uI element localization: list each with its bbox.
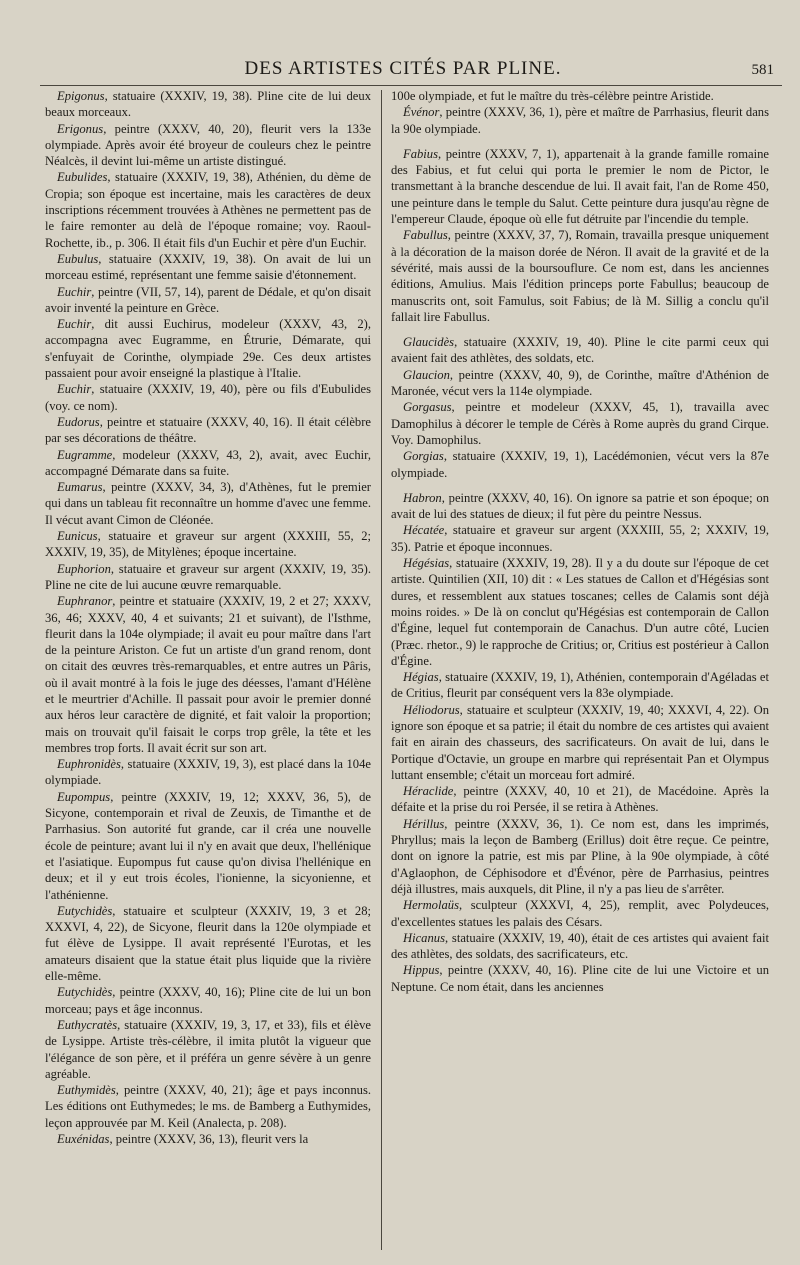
entry — [45, 479, 371, 528]
entry — [45, 88, 371, 121]
entry-text: , statuaire (XXXIV, 19, 40), était de ces artistes qui avaient fait des athlètes, des soldats, des sacrificateurs, etc. — [391, 930, 769, 962]
entry-name: Eudorus — [57, 414, 100, 429]
entry-name: Événor — [403, 105, 440, 120]
entry-text: , peintre (XXXV, 40, 9), de Corinthe, maître d'Athénion de Maronée, vécut vers la 114e olympiade. — [391, 367, 769, 399]
entry — [45, 414, 371, 447]
entry-text: , statuaire (XXXIV, 19, 38). On avait de lui un morceau estimé, représentant une femme saisie d'étonnement. — [45, 251, 371, 283]
entry-name: Eutychidès — [57, 985, 113, 1000]
page-header — [28, 56, 778, 84]
entry-text: , peintre (XXXV, 40, 20), fleurit vers la 133e olympiade. Après avoir été broyeur de couleurs chez le peintre Néalcès, il devint lui-même un artiste distingué. — [45, 121, 371, 169]
entry-name: Euphorion — [57, 561, 111, 576]
entry-name: Eupompus — [57, 789, 111, 804]
entry-text: , peintre (XXXV, 34, 3), d'Athènes, fut le premier qui dans un tableau fit reconnaître un homme d'avec une femme. Il vécut avant Cimon de Cléonée. — [45, 480, 371, 527]
entry-text: , statuaire et graveur sur argent (XXXIII, 55, 2; XXXIV, 19, 35), de Mitylènes; époque incertaine. — [45, 529, 371, 560]
entry-text: , peintre (XXXV, 37, 7), Romain, travailla presque uniquement à la décoration de la maison dorée de Néron. Il avait de la gravité et de la sévérité, mais aussi de la boursouflure. Ce nom est, dans les anciennes éditions, Amulius. Mais l'édition princeps porte Fabullus; beaucoup de manuscrits ont, soit Famulus, soit Fabius; de là M. Sillig a conclu qu'il fallait lire Fabullus. — [391, 228, 769, 324]
entry-name: Eumarus — [57, 480, 103, 495]
entry-text: , peintre (XXXV, 40, 16). On ignore sa patrie et son époque; on avait de lui des statues de dieux; il fut père du peintre Nessus. — [391, 490, 769, 522]
entry-name: Euthycratès — [57, 1017, 118, 1032]
entry-name: Gorgasus — [403, 400, 452, 415]
entry — [45, 381, 371, 414]
entry-name: Epigonus — [57, 89, 105, 103]
entry — [45, 561, 371, 594]
entry-name: Habron — [403, 490, 442, 505]
entry — [391, 88, 769, 104]
entry-name: Hermolaüs — [403, 898, 459, 913]
entry — [391, 930, 769, 963]
entry-text: , statuaire (XXXIV, 19, 38), Athénien, du dème de Cropia; son époque est incertaine, mais les caractères de deux inscriptions récemment trouvées à Athènes ne permettent pas de le faire remonter au delà de l'époque romaine; voy. Raoul-Rochette, ib., p. 306. Il était fils d'un Euchir et père d'un Euchir. — [45, 170, 371, 250]
left-column — [45, 88, 371, 1258]
entry-name: Hégias — [403, 670, 439, 685]
entry-text: , modeleur (XXXV, 43, 2), avait, avec Euchir, accompagné Démarate dans sa fuite. — [45, 447, 371, 478]
entry — [45, 756, 371, 789]
entry — [45, 447, 371, 480]
entry-name: Héliodorus — [403, 702, 460, 717]
entry-name: Gorgias — [403, 449, 444, 464]
entry-name: Eugramme — [57, 447, 113, 462]
entry-name: Eunicus — [57, 529, 98, 544]
entry-text: , statuaire et graveur sur argent (XXXIII, 55, 2; XXXIV, 19, 35). Patrie et époque inconnues. — [391, 523, 769, 554]
entry — [45, 1131, 371, 1147]
entry — [391, 962, 769, 995]
entry-text: , statuaire et sculpteur (XXXIV, 19, 3 et 28; XXXVI, 4, 22), de Sicyone, fleurit dans la 120e olympiade et fut élève de Lysippe. Il avait représenté l'Eurotas, et les amateurs disaient que la statue était plus liquide que la rivière elle-même. — [45, 903, 371, 984]
entry-name: Hégésias — [403, 556, 450, 571]
entry-name: Euchir — [57, 382, 92, 397]
column-divider — [381, 90, 382, 1250]
entry-text: , statuaire (XXXIV, 19, 40). Pline le cite parmi ceux qui avaient fait des athlètes, des soldats, etc. — [391, 335, 769, 366]
entry-name: Hippus — [403, 963, 440, 978]
entry-text: , statuaire (XXXIV, 19, 1), Lacédémonien, vécut vers la 87e olympiade. — [391, 449, 769, 480]
entry-text: , peintre et statuaire (XXXIV, 19, 2 et 27; XXXV, 36, 46; XXXV, 40, 4 et suivants; 21 et suivant), de l'Isthme, fleurit dans la 104e olympiade; il avait eu pour maître dans l'art de la peinture Ariston. Ce fut un artiste d'un grand renom, dont on citait des œuvres très-remarquables, et entre autres un Pâris, où il avait montré à la fois le juge des déesses, l'amant d'Hélène et le meurtrier d'Achille. Il passait pour avoir le premier donné aux héros leur caractère de dignité, et fait valoir la proportion; mais on trouvait qu'il faisait le corps trop grêle, la tête et les membres trop forts. Il avait écrit sur son art. — [45, 594, 371, 755]
running-title: DES ARTISTES CITÉS PAR PLINE. — [244, 58, 562, 79]
entry-text: , statuaire (XXXIV, 19, 3, 17, et 33), fils et élève de Lysippe. Artiste très-célèbre, il imita plutôt la vigueur que l'élégance de son père, et il préféra un genre sévère à un genre agréable. — [45, 1017, 371, 1081]
entry-name: Fabullus — [403, 228, 448, 243]
entry — [391, 146, 769, 227]
entry-text: , peintre et modeleur (XXXV, 45, 1), travailla avec Damophilus à décorer le temple de Cérès à Rome auprès du grand Cirque. Voy. Damophilus. — [391, 400, 769, 447]
entry-name: Eutychidès — [57, 903, 113, 918]
entry-name: Euphranor — [57, 594, 113, 609]
entry-name: Euthymidès — [57, 1083, 116, 1098]
entry-text: , statuaire (XXXIV, 19, 3), est placé dans la 104e olympiade. — [45, 757, 371, 788]
entry — [391, 897, 769, 930]
entry — [391, 816, 769, 897]
entry-text: , peintre (XXXV, 36, 1). Ce nom est, dans les imprimés, Phryllus; mais la leçon de Bamberg (Erillus) doit être reçue. Ce peintre, dont on ignore la patrie, est mis par Pline, à la 90e olympiade, à côté d'Aglaophon, de Céphisodore et d'Événor, père de Parrhasius, peintres déjà illustres, mais auxquels, dit Pline, il n'y a pas lieu de s'arrêter. — [391, 816, 769, 896]
entry-name: Euxénidas — [57, 1132, 110, 1146]
entry-text: , peintre (XXXV, 36, 13), fleurit vers la — [109, 1132, 309, 1146]
entry — [45, 316, 371, 381]
entry — [45, 903, 371, 984]
entry-text: , statuaire (XXXIV, 19, 28). Il y a du doute sur l'époque de cet artiste. Quintilien (XII, 10) dit : « Les statues de Callon et d'Hégésias sont dures, et ressemblent aux statues toscanes; celles de Calamis sont déjà moins roides. » De là on conclut qu'Hégésias est contemporain de Callon d'Égine, lequel fut contemporain de Canachus. D'un autre côté, Lucien (Præc. rhetor., 9) le rapproche de Critius; or, Critius est postérieur à Callon d'Égine. — [391, 556, 769, 668]
header-rule — [40, 85, 782, 86]
entry — [45, 284, 371, 317]
entry-name: Eubulides — [57, 170, 108, 185]
entry — [391, 448, 769, 481]
entry-text: , dit aussi Euchirus, modeleur (XXXV, 43, 2), accompagna avec Eugramme, en Étrurie, Démarate, qui s'enfuyait de Corinthe, olympiade 29e. Ces deux artistes passaient pour avoir enseigné la plastique à l'Italie. — [45, 317, 371, 381]
entry-text: , statuaire (XXXIV, 19, 38). Pline cite de lui deux beaux morceaux. — [45, 89, 371, 120]
entry — [45, 593, 371, 756]
entry-name: Hicanus — [403, 930, 445, 945]
entry-text: , statuaire (XXXIV, 19, 40), père ou fils d'Eubulides (voy. ce nom). — [45, 382, 371, 413]
entry — [45, 121, 371, 170]
entry — [391, 334, 769, 367]
right-column — [391, 88, 769, 1258]
entry-name: Euphronidès — [57, 757, 121, 772]
entry-text: , peintre (XXXIV, 19, 12; XXXV, 36, 5), de Sicyone, contemporain et rival de Zeuxis, de Timanthe et de Parrhasius. Son autorité fut grande, car il créa une nouvelle école de peinture; avant lui il n'y en avait que deux, l'hellénique et l'asiatique. Eupompus fut cause qu'on divisa l'hellénique en deux; et il y eut trois écoles, l'ionienne, la sicyonienne, et l'athénienne. — [45, 789, 371, 902]
entry-name: Héraclide — [403, 784, 454, 799]
entry — [45, 789, 371, 903]
entry-text: , peintre (XXXV, 7, 1), appartenait à la grande famille romaine des Fabius, et fut celui qui porta le premier le nom de Pictor, le transmettant à la branche descendue de lui. Il avait fait, l'an de Rome 450, une peinture dans le temple du Salut. Cette peinture dura jusqu'au règne de l'empereur Claude, époque où elle fut détruite par l'incendie du temple. — [391, 146, 769, 227]
entry-text: , peintre (XXXV, 40, 16). Pline cite de lui une Victoire et un Neptune. Ce nom était, dans les anciennes — [391, 963, 769, 994]
entry-text: , peintre (VII, 57, 14), parent de Dédale, et qu'on disait avoir inventé la peinture en Grèce. — [45, 284, 371, 315]
entry-text: , peintre (XXXV, 40, 16); Pline cite de lui un bon morceau; pays et âge inconnus. — [45, 985, 371, 1016]
entry — [45, 169, 371, 250]
entry-text: , statuaire (XXXIV, 19, 1), Athénien, contemporain d'Agéladas et de Critius, fleurit par conséquent vers la 83e olympiade. — [391, 670, 769, 701]
entry-name: Eubulus — [57, 251, 99, 266]
entry — [391, 702, 769, 783]
entry — [391, 227, 769, 325]
entry-name: Euchir — [57, 317, 92, 332]
entry — [391, 104, 769, 137]
entry-name: Fabius — [403, 146, 438, 161]
entry — [391, 783, 769, 816]
entry — [45, 528, 371, 561]
entry — [391, 522, 769, 555]
entry — [45, 1082, 371, 1131]
entry-text: , peintre et statuaire (XXXV, 40, 16). Il était célèbre par ses décorations de théâtre. — [45, 414, 371, 446]
entry-text: , sculpteur (XXXVI, 4, 25), remplit, avec Polydeuces, d'excellentes statues les palais des Césars. — [391, 898, 769, 929]
entry-name: Hécatée — [403, 523, 445, 538]
entry — [391, 399, 769, 448]
entry — [45, 251, 371, 284]
entry — [391, 367, 769, 400]
entry-text: , peintre (XXXV, 40, 10 et 21), de Macédoine. Après la défaite et la prise du roi Persée, il se retira à Athènes. — [391, 784, 769, 815]
entry — [391, 490, 769, 523]
entry-text: , peintre (XXXV, 40, 21); âge et pays inconnus. Les éditions ont Euthymedes; le ms. de Bamberg a Euthymides, leçon approuvée par M. Keil (Analecta, p. 208). — [45, 1083, 371, 1130]
entry-name: Glaucidès — [403, 335, 455, 350]
entry-text: , statuaire et sculpteur (XXXIV, 19, 40; XXXVI, 4, 22). On ignore son époque et sa patrie; il était du nombre de ces artistes qui avaient fait en airain des chasseurs, des sacrificateurs. On avait de lui, dans le Portique d'Octavie, un groupe en marbre qui représentait Pan et Olympus luttant ensemble; c'était un morceau fort admiré. — [391, 702, 769, 782]
entry — [45, 1017, 371, 1082]
entry-name: Erigonus — [57, 121, 104, 136]
entry-text: , peintre (XXXV, 36, 1), père et maître de Parrhasius, fleurit dans la 90e olympiade. — [391, 105, 769, 136]
entry-name: Glaucion — [403, 367, 450, 382]
entry-text: 100e olympiade, et fut le maître du très-célèbre peintre Aristide. — [391, 89, 714, 103]
entry-name: Euchir — [57, 284, 92, 299]
entry — [45, 984, 371, 1017]
entry-text: , statuaire et graveur sur argent (XXXIV, 19, 35). Pline ne cite de lui aucune œuvre remarquable. — [45, 561, 371, 592]
entry — [391, 669, 769, 702]
entry-name: Hérillus — [403, 816, 445, 831]
page-number: 581 — [751, 62, 774, 78]
entry — [391, 555, 769, 669]
